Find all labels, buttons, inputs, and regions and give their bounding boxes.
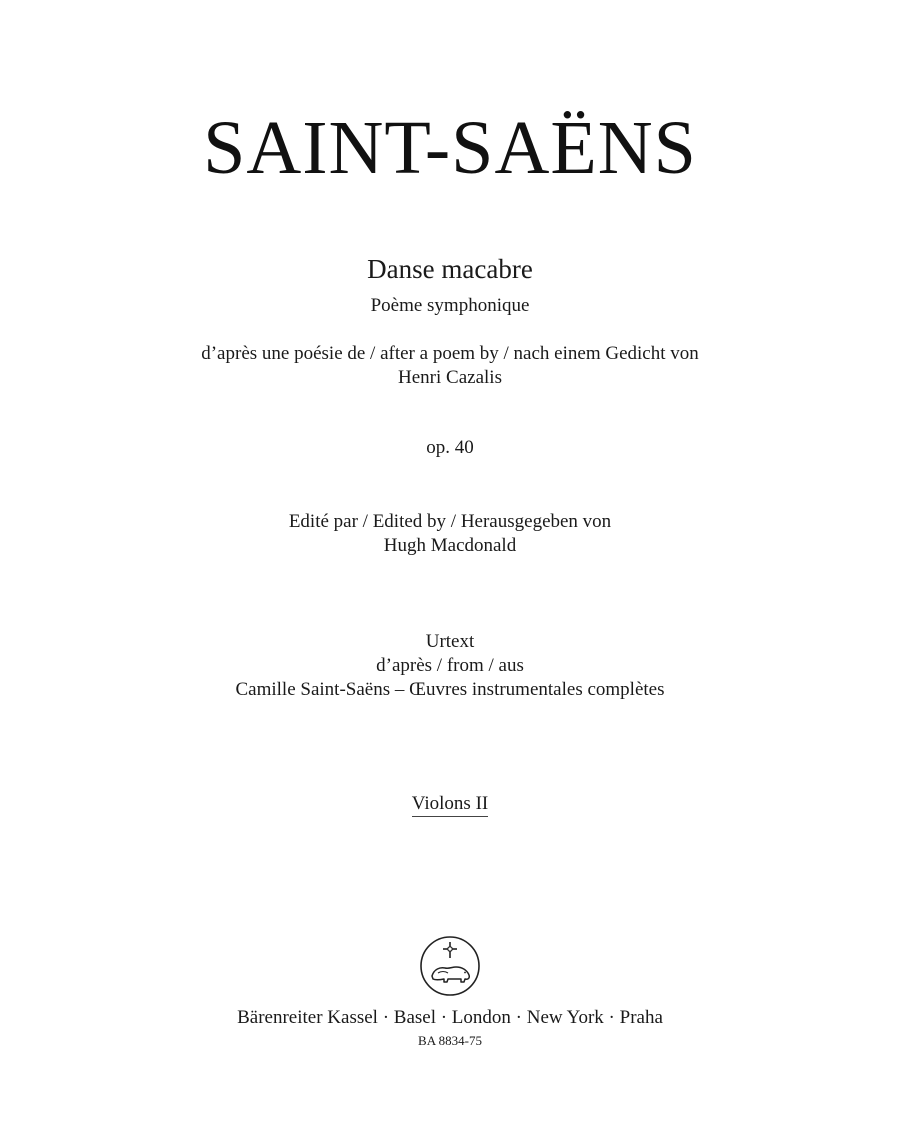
- barenreiter-bear-logo-icon: [418, 934, 482, 998]
- composer-name: SAINT-SAËNS: [203, 106, 697, 190]
- part-name: Violons II: [412, 794, 488, 817]
- urtext-label: Urtext: [425, 631, 475, 652]
- source-edition-title: Camille Saint-Saëns – Œuvres instrumentales complètes: [235, 679, 665, 700]
- part-label: [0, 794, 900, 817]
- work-subtitle: Poème symphonique: [370, 295, 530, 316]
- source-label: d’après / from / aus: [376, 655, 524, 676]
- opus-number: op. 40: [426, 437, 474, 458]
- poet-name: Henri Cazalis: [398, 367, 502, 388]
- publisher-imprint: Bärenreiter Kassel · Basel · London · New York · Praha: [237, 1007, 663, 1028]
- work-title: Danse macabre: [367, 254, 533, 284]
- catalog-number: BA 8834-75: [418, 1033, 482, 1048]
- edited-by-label: Edité par / Edited by / Herausgegeben von: [288, 511, 612, 532]
- editor-name: Hugh Macdonald: [383, 535, 517, 556]
- poem-attribution: d’après une poésie de / after a poem by / nach einem Gedicht von: [201, 343, 699, 364]
